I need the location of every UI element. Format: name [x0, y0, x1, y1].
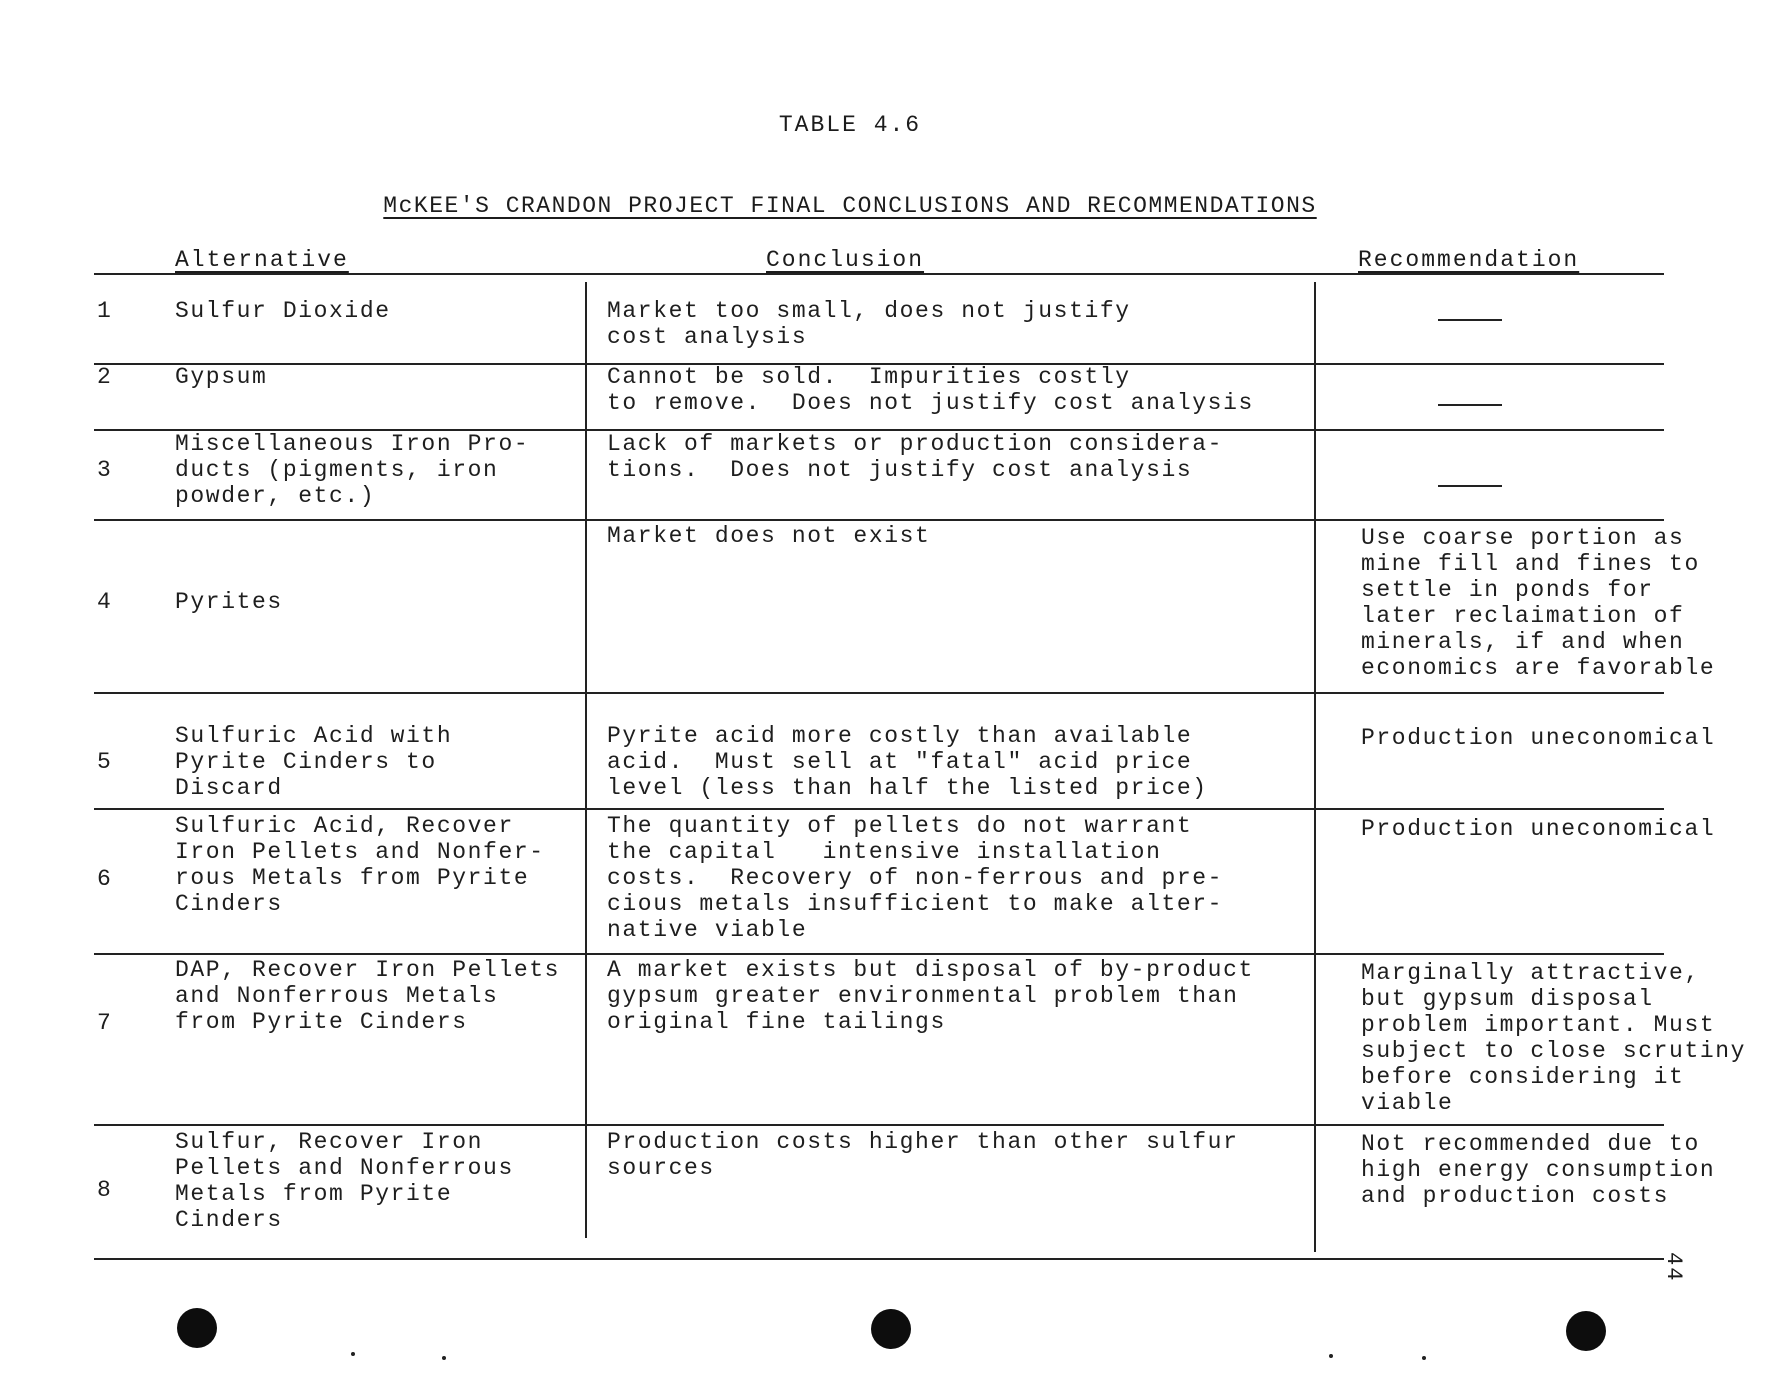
conclusion-cell: Production costs higher than other sulfur sources: [607, 1129, 1239, 1181]
recommendation-cell: Use coarse portion as mine fill and fines to settle in ponds for later reclaimation of minerals, if and when economics are favorable: [1361, 525, 1716, 681]
row-divider: [94, 1124, 1664, 1126]
recommendation-cell: Not recommended due to high energy consumption and production costs: [1361, 1131, 1716, 1209]
column-divider-conclusion: [585, 282, 587, 1238]
recommendation-dash: [1438, 319, 1502, 321]
scan-speck: [351, 1352, 355, 1356]
conclusion-cell: A market exists but disposal of by-product gypsum greater environmental problem than original fine tailings: [607, 957, 1254, 1035]
alternative-cell: DAP, Recover Iron Pellets and Nonferrous Metals from Pyrite Cinders: [175, 957, 561, 1035]
document-title-text: McKEE'S CRANDON PROJECT FINAL CONCLUSIONS AND RECOMMENDATIONS: [383, 193, 1317, 219]
row-number: 4: [97, 589, 113, 615]
document-title: [0, 193, 1700, 219]
row-number: 6: [97, 866, 113, 892]
conclusion-cell: Cannot be sold. Impurities costly to remove. Does not justify cost analysis: [607, 364, 1254, 416]
punch-hole: [1566, 1311, 1606, 1351]
row-number: 2: [97, 364, 113, 390]
table-bottom-rule: [94, 1258, 1664, 1260]
conclusion-cell: The quantity of pellets do not warrant the capital intensive installation costs. Recovery of non-ferrous and pre- cious metals insufficient to make alter- native viable: [607, 813, 1224, 943]
scan-speck: [442, 1356, 446, 1360]
conclusion-cell: Market too small, does not justify cost analysis: [607, 298, 1131, 350]
recommendation-cell: Production uneconomical: [1361, 816, 1716, 842]
row-number: 3: [97, 457, 113, 483]
column-header-recommendation: Recommendation: [1358, 247, 1580, 273]
recommendation-dash: [1438, 404, 1502, 406]
recommendation-dash: [1438, 485, 1502, 487]
row-divider: [94, 692, 1664, 694]
alternative-cell: Sulfuric Acid with Pyrite Cinders to Discard: [175, 723, 453, 801]
page-number: 44: [1661, 1252, 1686, 1283]
header-rule: [94, 273, 1664, 275]
row-number: 1: [97, 298, 113, 324]
row-number: 7: [97, 1010, 113, 1036]
punch-hole: [177, 1308, 217, 1348]
scan-speck: [1422, 1356, 1426, 1360]
alternative-cell: Miscellaneous Iron Pro- ducts (pigments, iron powder, etc.): [175, 431, 530, 509]
row-divider: [94, 519, 1664, 521]
alternative-cell: Sulfuric Acid, Recover Iron Pellets and Nonfer- rous Metals from Pyrite Cinders: [175, 813, 545, 917]
alternative-cell: Pyrites: [175, 589, 283, 615]
conclusion-cell: Pyrite acid more costly than available acid. Must sell at "fatal" acid price level (less than half the listed price): [607, 723, 1208, 801]
row-divider: [94, 953, 1664, 955]
alternative-cell: Sulfur, Recover Iron Pellets and Nonferrous Metals from Pyrite Cinders: [175, 1129, 514, 1233]
row-number: 5: [97, 749, 113, 775]
column-header-conclusion: Conclusion: [766, 247, 925, 273]
alternative-cell: Gypsum: [175, 364, 268, 390]
conclusion-cell: Lack of markets or production considera- tions. Does not justify cost analysis: [607, 431, 1224, 483]
scan-speck: [1329, 1354, 1333, 1358]
row-divider: [94, 808, 1664, 810]
column-divider-recommendation: [1314, 282, 1316, 1252]
recommendation-cell: Production uneconomical: [1361, 725, 1716, 751]
alternative-cell: Sulfur Dioxide: [175, 298, 391, 324]
table-label: TABLE 4.6: [778, 112, 922, 138]
recommendation-cell: Marginally attractive, but gypsum disposal problem important. Must subject to close scrutiny before considering it viable: [1361, 960, 1747, 1116]
row-number: 8: [97, 1177, 113, 1203]
conclusion-cell: Market does not exist: [607, 523, 931, 549]
punch-hole: [871, 1309, 911, 1349]
column-header-alternative: Alternative: [175, 247, 349, 273]
